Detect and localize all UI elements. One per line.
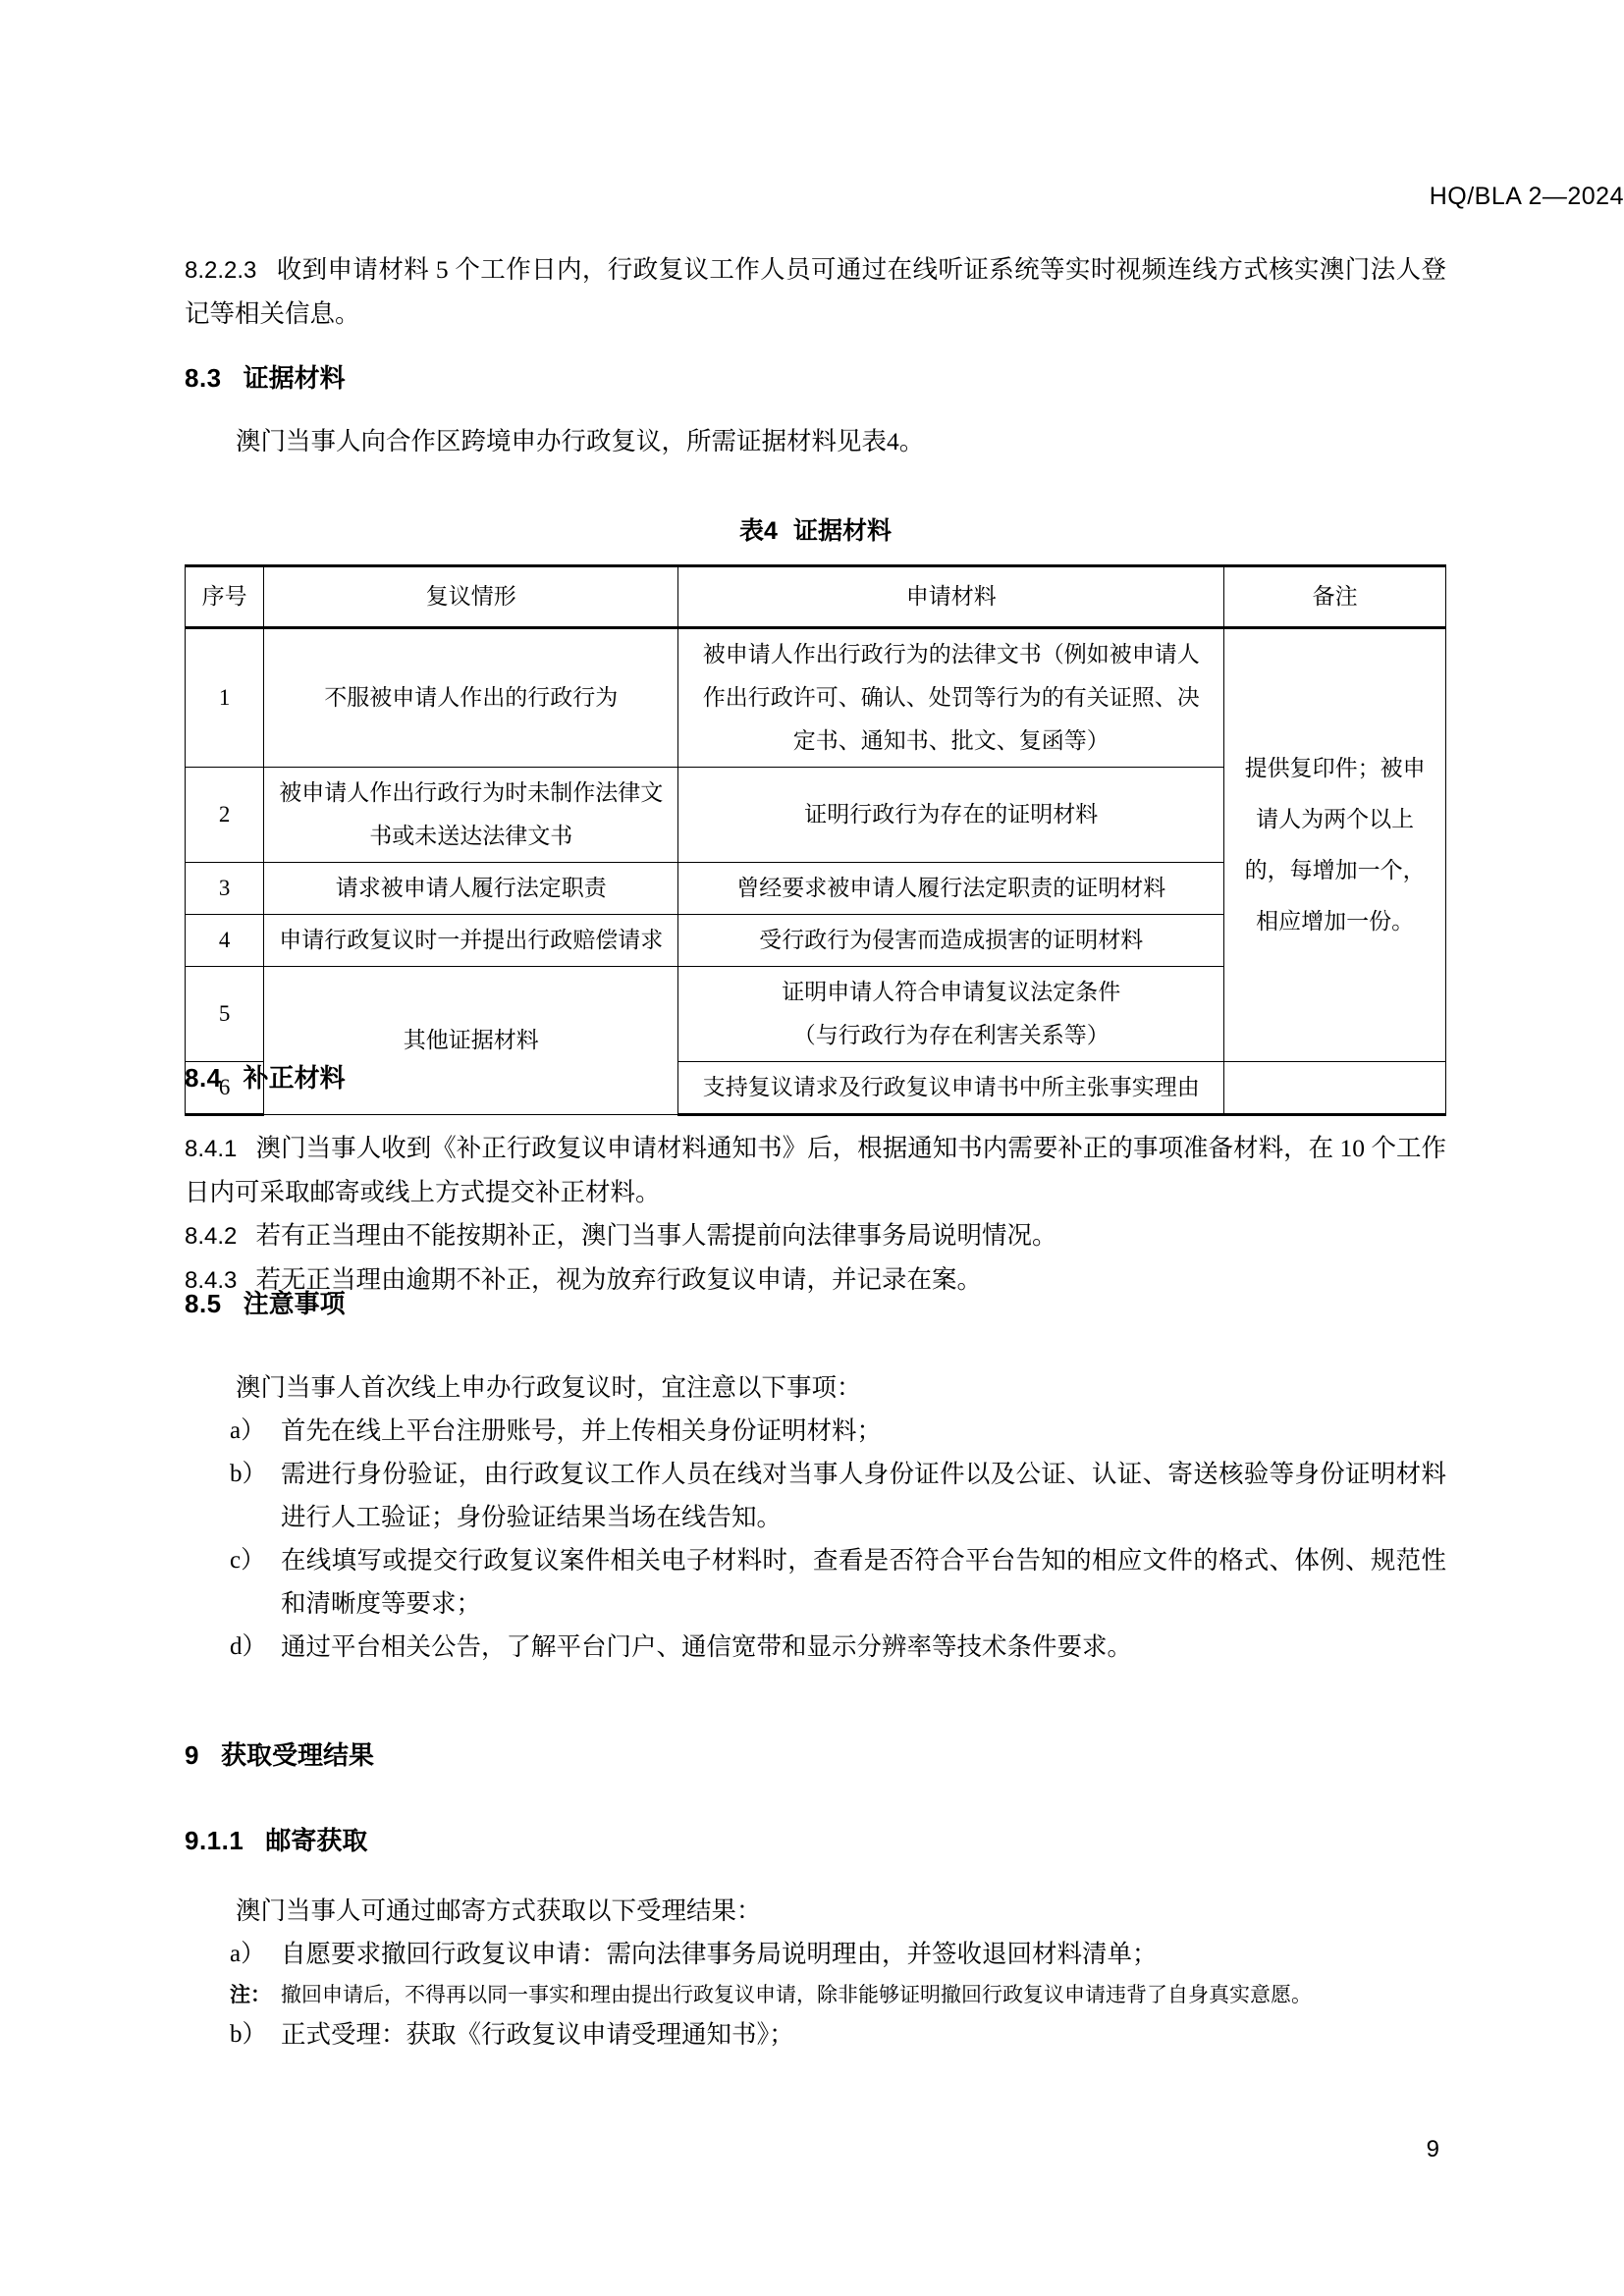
cell-note-line: 提供复印件；被申	[1244, 756, 1426, 780]
list-item-marker: b）	[230, 2021, 267, 2048]
section-9-1-1-lead: 澳门当事人可通过邮寄方式获取以下受理结果：	[236, 1896, 762, 1925]
list-item-marker: a）	[230, 1417, 266, 1444]
clause-8-4-3-body: 若无正当理由逾期不补正，视为放弃行政复议申请，并记录在案。	[255, 1265, 983, 1294]
cell-seq: 6	[186, 1062, 264, 1115]
section-8-3-heading-line	[185, 358, 1446, 398]
cell-case: 请求被申请人履行法定职责	[264, 863, 678, 915]
cell-seq: 3	[186, 863, 264, 915]
table4-caption	[185, 511, 1446, 547]
list-item-text: 在线填写或提交行政复议案件相关电子材料时，查看是否符合平台告知的相应文件的格式、体例、规范性和清晰度等要求；	[281, 1546, 1446, 1618]
section-8-5-number: 8.5	[185, 1289, 222, 1318]
section-9-1-1-number: 9.1.1	[185, 1826, 244, 1855]
list-item	[185, 1453, 1446, 1539]
section-9-1-1-list	[185, 1890, 1446, 2056]
section-8-3-paragraph-text: 澳门当事人向合作区跨境申办行政复议，所需证据材料见表4。	[236, 427, 925, 455]
clause-8-4-1-body: 澳门当事人收到《补正行政复议申请材料通知书》后，根据通知书内需要补正的事项准备材料，在 10 个工作日内可采取邮寄或线上方式提交补正材料。	[185, 1134, 1446, 1206]
list-item	[185, 1626, 1446, 1669]
section-9-title: 获取受理结果	[220, 1740, 374, 1770]
list-item-marker: d）	[230, 1633, 267, 1660]
cell-material: 证明行政行为存在的证明材料	[678, 768, 1224, 863]
cell-material: 受行政行为侵害而造成损害的证明材料	[678, 915, 1224, 967]
cell-case-line: 书或未送达法律文书	[369, 824, 573, 848]
section-8-4-heading-line	[185, 1058, 1446, 1097]
clause-8-2-2-3-text	[185, 248, 1446, 336]
cell-case	[264, 768, 678, 863]
cell-material: 曾经要求被申请人履行法定职责的证明材料	[678, 863, 1224, 915]
list-item-text: 需进行身份验证，由行政复议工作人员在线对当事人身份证件以及公证、认证、寄送核验等身份证明材料进行人工验证；身份验证结果当场在线告知。	[281, 1460, 1446, 1531]
section-8-4-number: 8.4	[185, 1063, 222, 1093]
clause-8-2-2-3-body: 收到申请材料 5 个工作日内，行政复议工作人员可通过在线听证系统等实时视频连线方式核实澳门法人登记等相关信息。	[185, 255, 1446, 328]
col-header-note: 备注	[1224, 566, 1446, 628]
cell-material-line: （与行政行为存在利害关系等）	[792, 1023, 1110, 1047]
cell-seq: 2	[186, 768, 264, 863]
table4-caption-number: 表4	[739, 517, 778, 545]
list-item-text: 自愿要求撤回行政复议申请：需向法律事务局说明理由，并签收退回材料清单；	[281, 1940, 1158, 1968]
clause-8-4-3-number: 8.4.3	[185, 1267, 238, 1294]
list-item-marker: c）	[230, 1547, 266, 1574]
col-header-material: 申请材料	[678, 566, 1224, 628]
page-number	[0, 2136, 1624, 2163]
cell-note-line: 请人为两个以上	[1256, 807, 1415, 831]
clause-8-4-1-number: 8.4.1	[185, 1136, 238, 1162]
cell-material-line: 被申请人作出行政行为的法律文书（例如被申请人	[702, 642, 1200, 667]
list-item	[185, 1410, 1446, 1453]
cell-case-line: 被申请人作出行政行为时未制作法律文	[279, 780, 664, 805]
cell-material-line: 证明申请人符合申请复议法定条件	[782, 980, 1121, 1004]
page-number-value: 9	[1426, 2136, 1439, 2163]
section-8-3-paragraph	[185, 420, 1446, 463]
cell-case: 不服被申请人作出的行政行为	[264, 628, 678, 768]
section-9-number: 9	[185, 1740, 199, 1770]
cell-case: 申请行政复议时一并提出行政赔偿请求	[264, 915, 678, 967]
running-head	[0, 183, 1624, 211]
section-9-1-1-title: 邮寄获取	[265, 1826, 368, 1855]
table4-wrapper	[185, 564, 1446, 1116]
table-header-row	[186, 566, 1446, 628]
table4-caption-title: 证据材料	[792, 517, 892, 545]
section-8-3-number: 8.3	[185, 363, 222, 393]
clause-8-4-2-body: 若有正当理由不能按期补正，澳门当事人需提前向法律事务局说明情况。	[255, 1221, 1057, 1250]
section-8-5-heading	[185, 1284, 1446, 1323]
section-8-4-title: 补正材料	[243, 1063, 346, 1093]
cell-note	[1224, 628, 1446, 1062]
list-item-marker: a）	[230, 1941, 266, 1967]
note-block	[185, 1976, 1446, 2013]
list-item-marker: b）	[230, 1461, 267, 1487]
cell-seq: 1	[186, 628, 264, 768]
section-8-5-lead: 澳门当事人首次线上申办行政复议时，宜注意以下事项：	[236, 1373, 862, 1402]
cell-seq: 4	[186, 915, 264, 967]
cell-case: 其他证据材料	[264, 967, 678, 1115]
list-item	[185, 1539, 1446, 1626]
list-item	[185, 2013, 1446, 2056]
list-item-text: 通过平台相关公告，了解平台门户、通信宽带和显示分辨率等技术条件要求。	[281, 1632, 1133, 1661]
section-8-3-title: 证据材料	[243, 363, 346, 393]
col-header-seq: 序号	[186, 566, 264, 628]
list-item-text: 首先在线上平台注册账号，并上传相关身份证明材料；	[281, 1416, 883, 1445]
clause-8-4-2	[185, 1214, 1446, 1258]
cell-material	[678, 967, 1224, 1062]
note-text: 撤回申请后，不得再以同一事实和理由提出行政复议申请，除非能够证明撤回行政复议申请违背了自身真实意愿。	[281, 1983, 1312, 2006]
cell-material-line: 作出行政许可、确认、处罚等行为的有关证照、决	[702, 685, 1200, 710]
cell-note-line: 的，每增加一个，	[1244, 858, 1426, 882]
note-marker: 注：	[230, 1983, 271, 2006]
clause-8-2-2-3	[185, 248, 1446, 336]
section-8-5-heading-line	[185, 1284, 1446, 1323]
table4-evidence-materials	[185, 564, 1446, 1116]
section-8-5-list	[185, 1366, 1446, 1669]
clause-8-2-2-3-number: 8.2.2.3	[185, 257, 257, 284]
clause-8-4-1	[185, 1127, 1446, 1214]
section-9-1-1-heading	[185, 1821, 1446, 1860]
cell-seq: 5	[186, 967, 264, 1062]
section-9-1-1-heading-line	[185, 1821, 1446, 1860]
table-row	[186, 628, 1446, 768]
section-8-4-clauses	[185, 1127, 1446, 1303]
section-8-4-heading	[185, 1058, 1446, 1097]
section-8-5-title: 注意事项	[243, 1289, 346, 1318]
list-item	[185, 1933, 1446, 1976]
cell-material-line: 定书、通知书、批文、复函等）	[792, 728, 1110, 753]
col-header-case: 复议情形	[264, 566, 678, 628]
clause-8-4-2-number: 8.4.2	[185, 1223, 238, 1250]
list-item-text: 正式受理：获取《行政复议申请受理通知书》；	[281, 2020, 794, 2049]
cell-material: 支持复议请求及行政复议申请书中所主张事实理由	[678, 1062, 1224, 1115]
cell-material	[678, 628, 1224, 768]
section-9-heading	[185, 1735, 1446, 1775]
section-9-heading-line	[185, 1735, 1446, 1775]
cell-note-line: 相应增加一份。	[1256, 909, 1415, 934]
section-8-3-heading	[185, 358, 1446, 398]
standard-id: HQ/BLA 2—2024	[1429, 183, 1624, 210]
